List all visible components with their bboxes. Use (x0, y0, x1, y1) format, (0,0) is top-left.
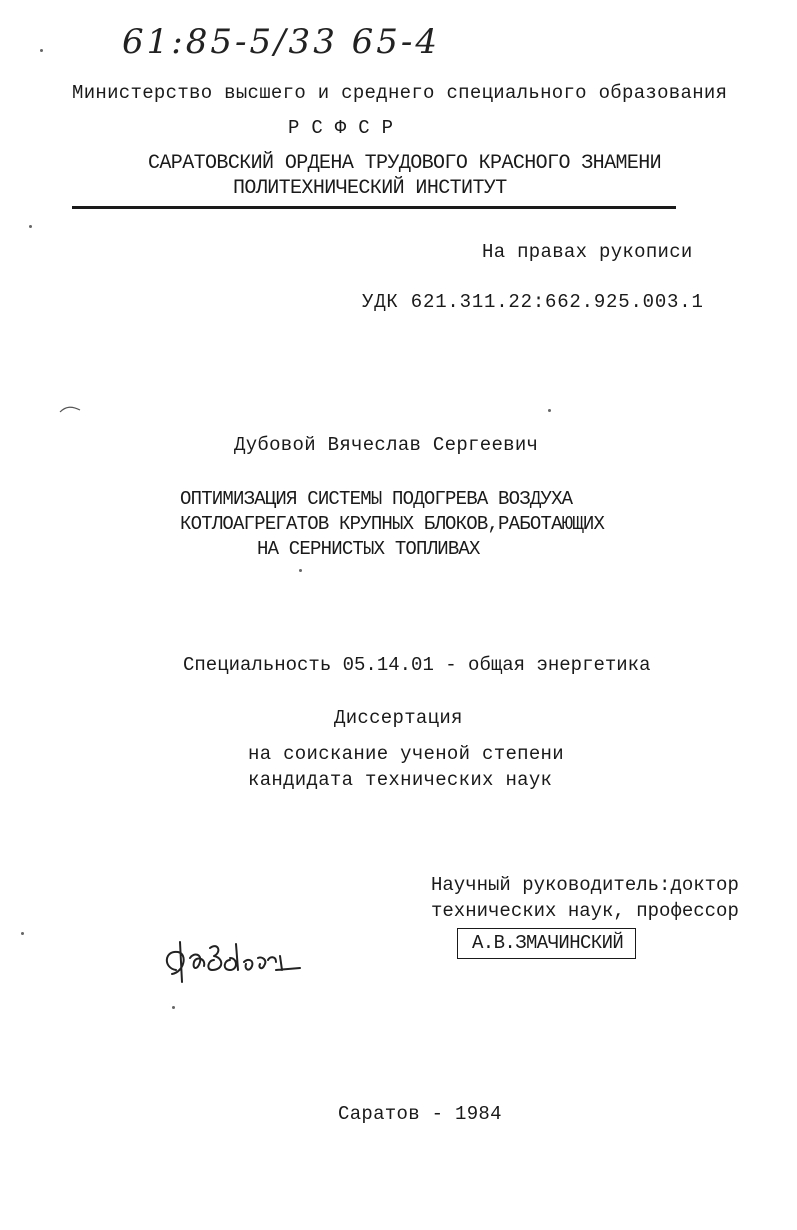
rights-note: На правах рукописи (482, 241, 693, 263)
scan-speck (29, 225, 32, 228)
thesis-title-line-2: КОТЛОАГРЕГАТОВ КРУПНЫХ БЛОКОВ,РАБОТАЮЩИХ (180, 513, 605, 535)
archive-number: 61:85-5/33 65-4 (122, 22, 441, 62)
author-signature (158, 930, 308, 990)
scan-speck (299, 569, 302, 572)
supervisor-name: А.В.ЗМАЧИНСКИЙ (457, 928, 636, 959)
scan-speck (548, 409, 551, 412)
institute-line-1: САРАТОВСКИЙ ОРДЕНА ТРУДОВОГО КРАСНОГО ЗНАМЕНИ (148, 152, 662, 175)
scan-speck (172, 1006, 175, 1009)
supervisor-line-1: Научный руководитель:доктор (431, 874, 739, 896)
thesis-title-line-3: НА СЕРНИСТЫХ ТОПЛИВАХ (257, 538, 480, 560)
scan-speck (40, 49, 43, 52)
republic-line: Р С Ф С Р (288, 117, 394, 139)
supervisor-line-2: технических наук, профессор (431, 900, 739, 922)
specialty-line: Специальность 05.14.01 - общая энергетика (183, 654, 651, 676)
scan-mark (58, 404, 82, 414)
header-divider (72, 206, 676, 209)
udk-code: УДК 621.311.22:662.925.003.1 (362, 291, 704, 313)
ministry-line: Министерство высшего и среднего специального образования (72, 82, 728, 104)
scan-speck (21, 932, 24, 935)
thesis-title-line-1: ОПТИМИЗАЦИЯ СИСТЕМЫ ПОДОГРЕВА ВОЗДУХА (180, 488, 573, 510)
degree-line-2: кандидата технических наук (248, 769, 553, 791)
city-and-year: Саратов - 1984 (338, 1103, 502, 1125)
degree-line-1: на соискание ученой степени (248, 743, 564, 765)
work-type: Диссертация (334, 707, 463, 729)
author-name: Дубовой Вячеслав Сергеевич (234, 434, 539, 456)
institute-line-2: ПОЛИТЕХНИЧЕСКИЙ ИНСТИТУТ (233, 177, 507, 200)
